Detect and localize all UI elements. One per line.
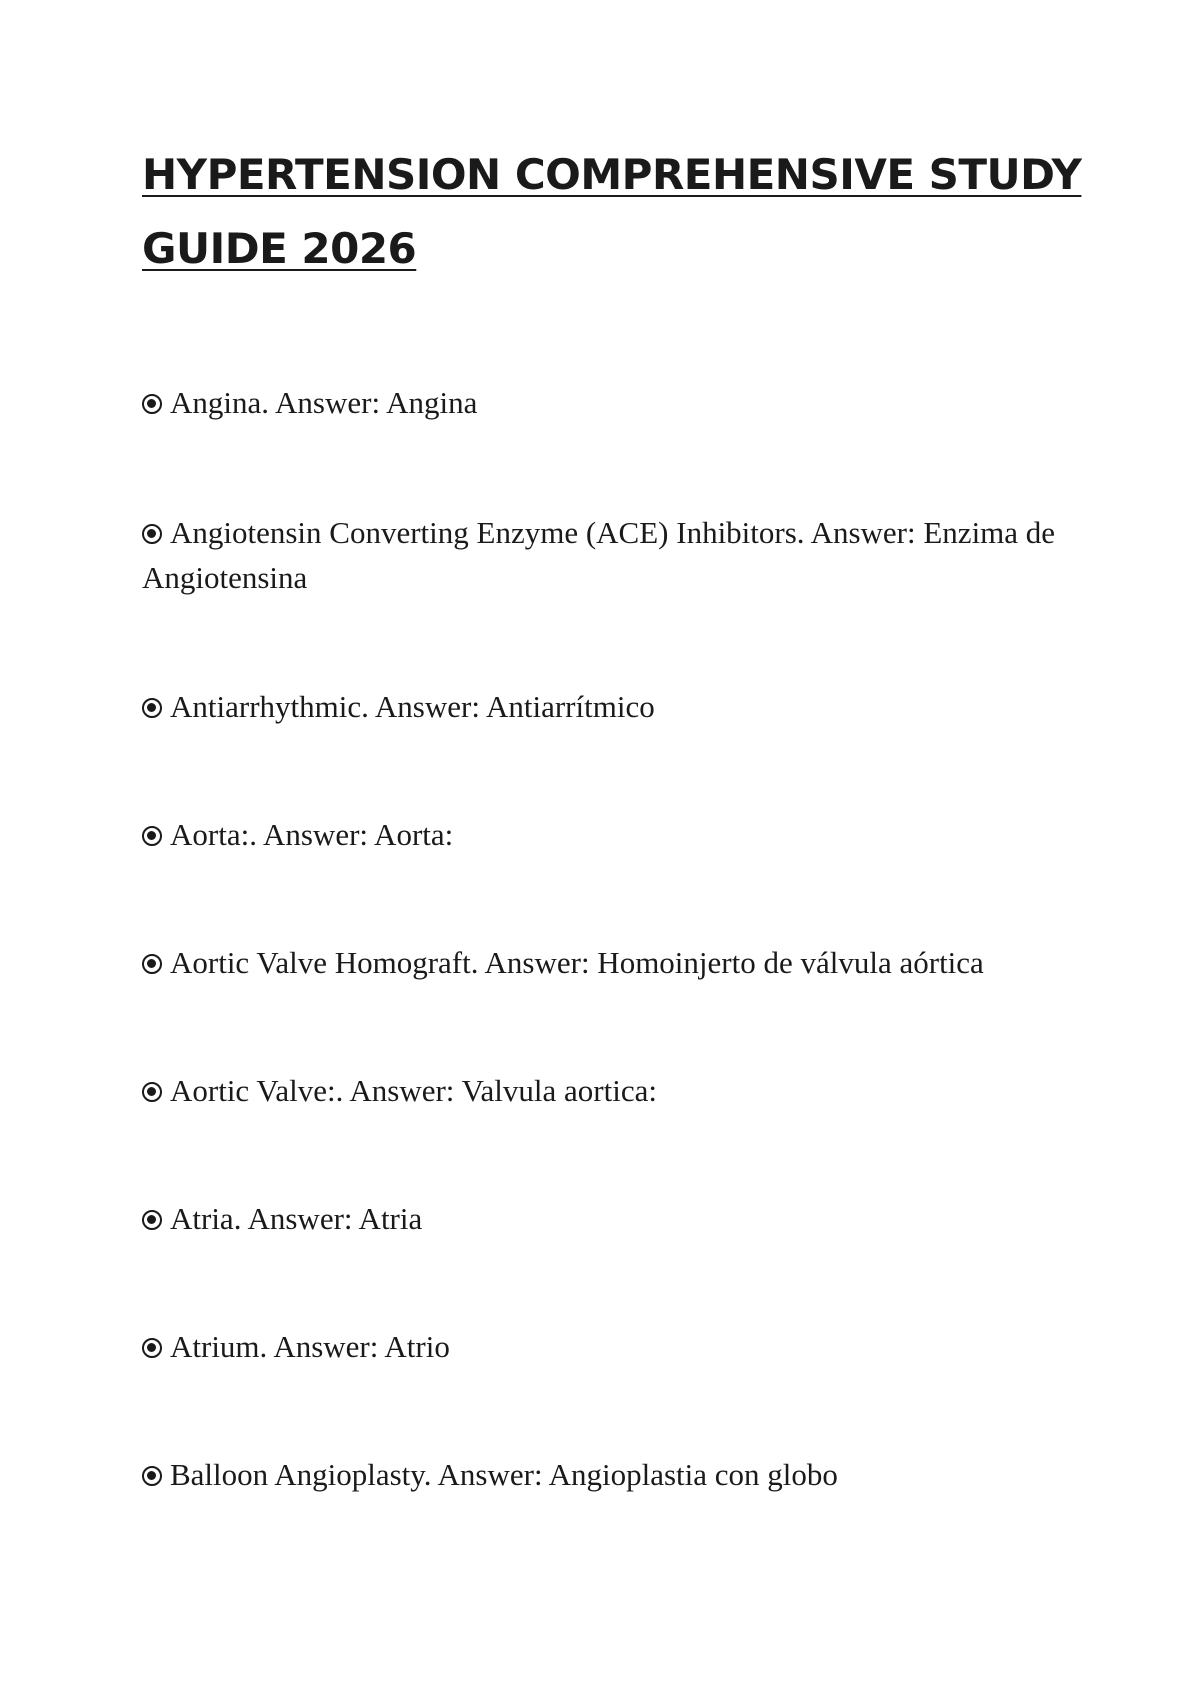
list-item	[142, 1452, 1062, 1497]
item-text: Antiarrhythmic. Answer: Antiarrítmico	[170, 689, 655, 724]
radio-bullet-icon	[142, 394, 162, 414]
radio-bullet-icon	[142, 1210, 162, 1230]
radio-bullet-icon	[142, 1082, 162, 1102]
list-item	[142, 1196, 1062, 1241]
list-item	[142, 380, 1062, 425]
radio-bullet-icon	[142, 826, 162, 846]
list-item	[142, 510, 1062, 600]
item-text: Balloon Angioplasty. Answer: Angioplastia con globo	[170, 1457, 838, 1492]
list-item	[142, 940, 1062, 985]
item-text: Atrium. Answer: Atrio	[170, 1329, 450, 1364]
radio-bullet-icon	[142, 1466, 162, 1486]
radio-bullet-icon	[142, 698, 162, 718]
list-item	[142, 1068, 1062, 1113]
radio-bullet-icon	[142, 954, 162, 974]
item-text: Aortic Valve Homograft. Answer: Homoinjerto de válvula aórtica	[170, 945, 984, 980]
list-item	[142, 1324, 1062, 1369]
title-line-1: HYPERTENSION COMPREHENSIVE STUDY	[142, 150, 1082, 199]
radio-bullet-icon	[142, 524, 162, 544]
radio-bullet-icon	[142, 1338, 162, 1358]
item-text: Angiotensin Converting Enzyme (ACE) Inhibitors. Answer: Enzima de Angiotensina	[142, 515, 1056, 595]
document-title	[142, 150, 1082, 298]
list-item	[142, 812, 1062, 857]
item-text: Aortic Valve:. Answer: Valvula aortica:	[170, 1073, 657, 1108]
item-text: Aorta:. Answer: Aorta:	[170, 817, 454, 852]
item-text: Angina. Answer: Angina	[170, 385, 478, 420]
list-item	[142, 684, 1062, 729]
item-text: Atria. Answer: Atria	[170, 1201, 423, 1236]
title-line-2: GUIDE 2026	[142, 224, 417, 273]
